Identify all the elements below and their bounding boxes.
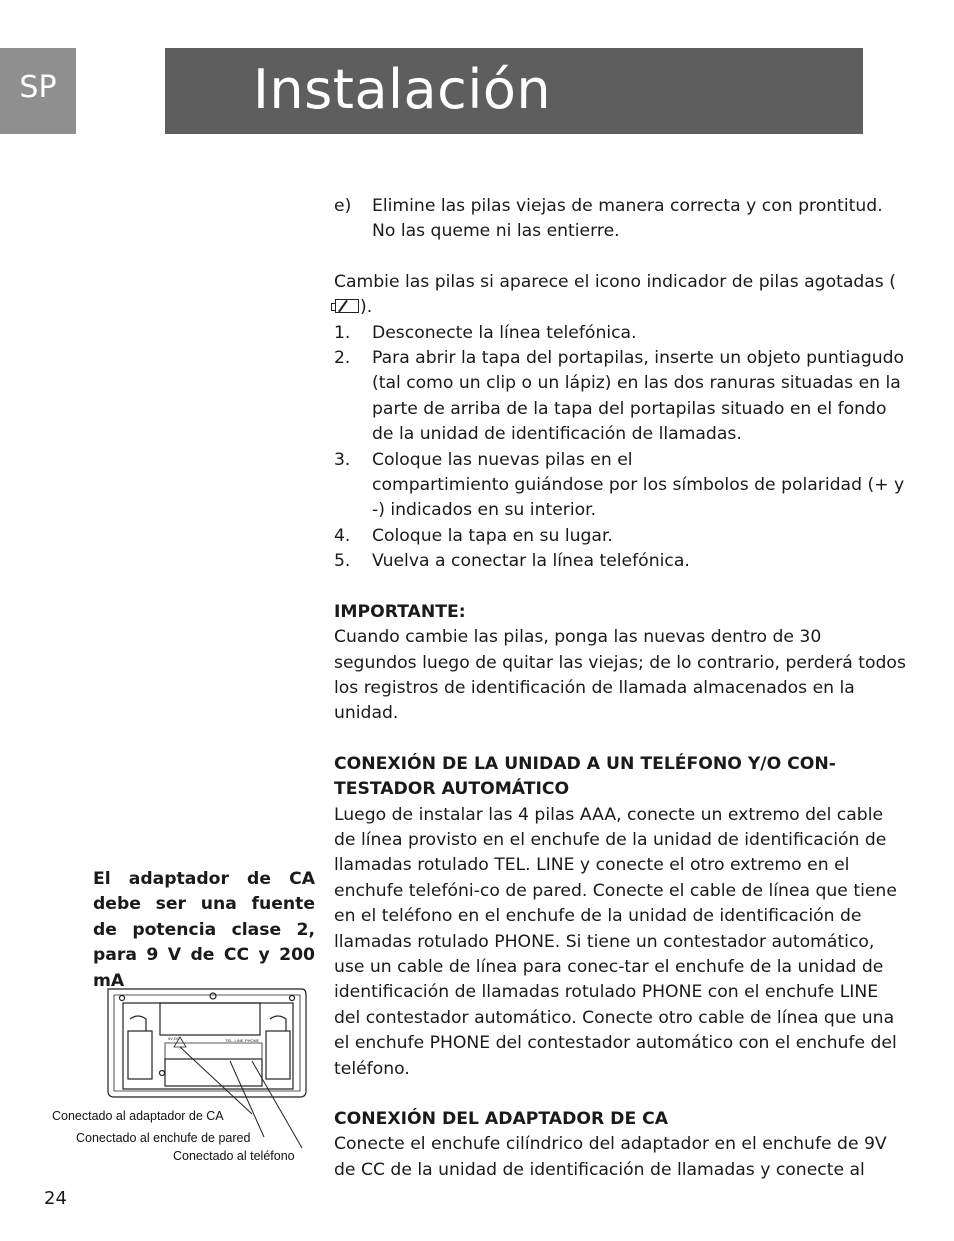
label-adapter: Conectado al adaptador de CA [52,1109,224,1123]
svg-text:9V DC: 9V DC [168,1036,180,1041]
label-phone: Conectado al teléfono [173,1149,295,1163]
step-5: 5. Vuelva a conectar la línea telefónica. [334,551,690,572]
list-item-e [334,194,906,245]
page-number: 24 [44,1188,67,1209]
list-text: Elimine las pilas viejas de manera correcta y con prontitud. No las queme ni las entierre. [372,196,883,242]
label-wall-jack: Conectado al enchufe de pared [76,1131,251,1145]
title-bar [165,48,863,134]
phone-connection-heading: CONEXIÓN DE LA UNIDAD A UN TELÉFONO Y/O CON-TESTADOR AUTOMÁTICO [334,753,836,800]
svg-text:TEL. LINE: TEL. LINE [225,1038,244,1043]
phone-connection-text: Luego de instalar las 4 pilas AAA, conecte un extremo del cable de línea provisto en el enchufe de la unidad de identificación de llamadas rotulado TEL. LINE y conecte el otro extremo en el enchufe telefóni-co de pared. Conecte el cable de línea que tiene en el teléfono en el enchufe de la unidad de identificación de llamadas rotulado PHONE. Si tiene un contestador automático, use un cable de línea para conec-tar el enchufe de la unidad de identificación de llamadas rotulado PHONE con el enchufe LINE del contestador automático. Conecte otro cable de línea que una el enchufe PHONE del contestador automático con el enchufe del teléfono. [334,804,897,1079]
step-2: 2. Para abrir la tapa del portapilas, inserte un objeto puntiagudo (tal como un clip o un lápiz) en las dos ranuras situadas en la parte de arriba de la tapa del portapilas situado en el fondo de la unidad de identificación de llamadas. [334,348,905,445]
adapter-side-note: El adaptador de CA debe ser una fuente de potencia clase 2, para 9 V de CC y 200 mA [93,869,315,991]
language-code: SP [19,70,57,105]
list-marker: e) [334,196,352,216]
adapter-connection-text: Conecte el enchufe cilíndrico del adaptador en el enchufe de 9V de CC de la unidad de identificación de llamadas y conecte al [334,1134,887,1180]
step-1: 1. Desconecte la línea telefónica. [334,322,637,343]
battery-intro: Cambie las pilas si aparece el icono indicador de pilas agotadas (). [334,271,896,318]
language-tab [0,48,76,134]
svg-text:PHONE: PHONE [245,1038,260,1043]
step-4: 4. Coloque la tapa en su lugar. [334,525,613,546]
main-column [334,194,906,1183]
adapter-connection-heading: CONEXIÓN DEL ADAPTADOR DE CA [334,1109,669,1129]
connection-diagram [40,985,330,1170]
step-3: 3. Coloque las nuevas pilas en el compartimiento guiándose por los símbolos de polaridad (+ y -) indicados en su interior. [334,449,905,521]
page-title: Instalación [253,58,552,121]
important-text: Cuando cambie las pilas, ponga las nuevas dentro de 30 segundos luego de quitar las viejas; de lo contrario, perderá todos los registros de identificación de llamada almacenados en la unidad. [334,627,906,724]
important-heading: IMPORTANTE: [334,601,466,622]
low-battery-icon [335,299,359,313]
